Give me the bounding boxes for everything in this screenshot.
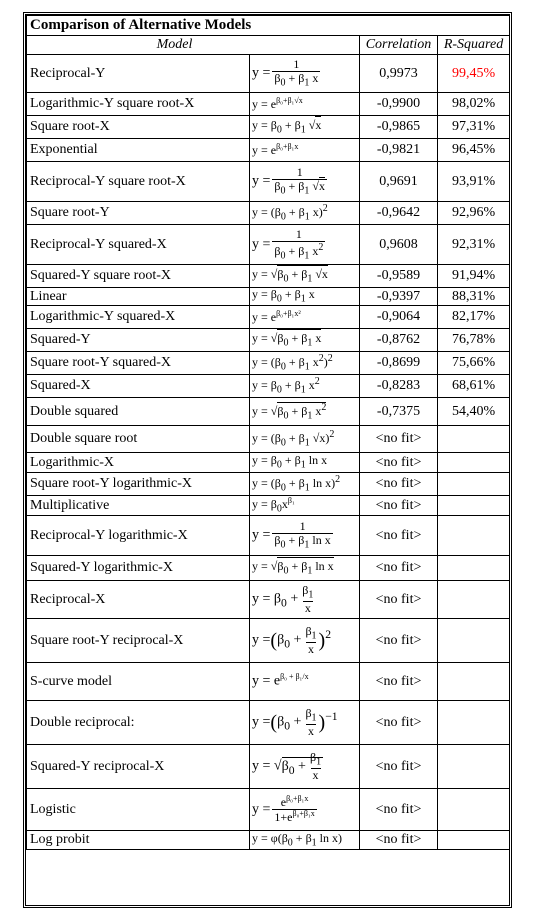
table-row — [27, 663, 510, 701]
table-row — [27, 453, 510, 473]
correlation-value: <no fit> — [360, 581, 438, 619]
r-squared-header: R-Squared — [438, 36, 510, 55]
correlation-value: <no fit> — [360, 496, 438, 516]
models-table-frame — [23, 12, 512, 908]
model-name: Double reciprocal: — [27, 701, 250, 745]
model-formula: $y = e^{\beta_0+\beta_1x}$ — [250, 139, 360, 162]
table-row — [27, 116, 510, 139]
model-name: Logistic — [27, 789, 250, 831]
correlation-value: <no fit> — [360, 663, 438, 701]
r-squared-value — [438, 496, 510, 516]
table-row — [27, 93, 510, 116]
r-squared-value — [438, 701, 510, 745]
table-row — [27, 496, 510, 516]
correlation-value: -0,9821 — [360, 139, 438, 162]
correlation-value: -0,8699 — [360, 352, 438, 375]
model-name: Square root-Y squared-X — [27, 352, 250, 375]
model-formula: $y = e^{\beta_0+\beta_1√x}$ — [250, 93, 360, 116]
correlation-value: <no fit> — [360, 745, 438, 789]
model-formula: $y = (\beta_0 + \beta_1$ $x^2)^2$ — [250, 352, 360, 375]
model-name: Square root-Y reciprocal-X — [27, 619, 250, 663]
correlation-value: 0,9973 — [360, 55, 438, 93]
model-formula: $y = (\beta_0 + \beta_1$ ln x)$^2$ — [250, 473, 360, 496]
correlation-value: -0,9397 — [360, 288, 438, 306]
correlation-value: -0,9865 — [360, 116, 438, 139]
r-squared-value — [438, 453, 510, 473]
r-squared-value: 82,17% — [438, 306, 510, 329]
table-row — [27, 556, 510, 581]
model-name: S-curve model — [27, 663, 250, 701]
r-squared-value: 99,45% — [438, 55, 510, 93]
r-squared-value — [438, 619, 510, 663]
correlation-value: <no fit> — [360, 556, 438, 581]
correlation-header: Correlation — [360, 36, 438, 55]
model-name: Multiplicative — [27, 496, 250, 516]
model-formula: $y = \beta_0$ + $\frac{\beta_1}{x}$ — [250, 581, 360, 619]
model-formula: $y =(\beta_0$ + $\frac{\beta_1}{x}$ )$^{-1}$ — [250, 701, 360, 745]
table-row — [27, 581, 510, 619]
table-row — [27, 831, 510, 850]
table-row — [27, 202, 510, 225]
model-formula: y = $\frac{1}{\beta_0 + \beta_1 √x}$ — [250, 162, 360, 202]
model-formula: $y = \varphi(\beta_0 + \beta_1$ ln x) — [250, 831, 360, 850]
table-row — [27, 619, 510, 663]
model-name: Squared-X — [27, 375, 250, 398]
r-squared-value — [438, 556, 510, 581]
model-name: Reciprocal-Y — [27, 55, 250, 93]
model-formula: $y = √\beta_0 + \beta_1$ √x — [250, 265, 360, 288]
r-squared-value — [438, 581, 510, 619]
model-name: Square root-Y logarithmic-X — [27, 473, 250, 496]
table-row — [27, 55, 510, 93]
model-name: Logarithmic-Y squared-X — [27, 306, 250, 329]
model-name: Squared-Y square root-X — [27, 265, 250, 288]
table-row — [27, 745, 510, 789]
table-row — [27, 701, 510, 745]
model-formula: y = $\frac{1}{\beta_0 + \beta_1 x^2}$ — [250, 225, 360, 265]
model-name: Logarithmic-X — [27, 453, 250, 473]
model-formula: y = $\frac{e^{\beta_0+\beta_1x}}{1+e^{\beta_0+\beta_1x}}$ — [250, 789, 360, 831]
r-squared-value — [438, 663, 510, 701]
model-formula: $y = (\beta_0 + \beta_1$ x)$^2$ — [250, 202, 360, 225]
model-formula: $y = \beta_0 + \beta_1$ $x^2$ — [250, 375, 360, 398]
correlation-value: <no fit> — [360, 701, 438, 745]
correlation-value: <no fit> — [360, 426, 438, 453]
r-squared-value — [438, 745, 510, 789]
model-name: Linear — [27, 288, 250, 306]
table-row — [27, 789, 510, 831]
model-name: Squared-Y — [27, 329, 250, 352]
correlation-value: <no fit> — [360, 619, 438, 663]
correlation-value: -0,8762 — [360, 329, 438, 352]
table-row — [27, 139, 510, 162]
header-row — [27, 36, 510, 55]
correlation-value: <no fit> — [360, 516, 438, 556]
correlation-value: -0,9900 — [360, 93, 438, 116]
model-name: Reciprocal-X — [27, 581, 250, 619]
correlation-value: -0,9064 — [360, 306, 438, 329]
correlation-value: -0,9642 — [360, 202, 438, 225]
model-name: Reciprocal-Y square root-X — [27, 162, 250, 202]
model-formula: $y = e^{\beta_0+\beta_1x^2}$ — [250, 306, 360, 329]
r-squared-value: 76,78% — [438, 329, 510, 352]
model-formula: $y = (\beta_0 + \beta_1$ √x)$^2$ — [250, 426, 360, 453]
model-formula: y = $\frac{1}{\beta_0 + \beta_1 x}$ — [250, 55, 360, 93]
r-squared-value — [438, 789, 510, 831]
correlation-value: 0,9691 — [360, 162, 438, 202]
model-formula: $y = \beta_0 + \beta_1$ √x — [250, 116, 360, 139]
model-name: Square root-Y — [27, 202, 250, 225]
model-formula: $y = e^{\beta_0 + \beta_1/x}$ — [250, 663, 360, 701]
model-formula: $y =(\beta_0$ + $\frac{\beta_1}{x}$ )$^2$ — [250, 619, 360, 663]
r-squared-value: 96,45% — [438, 139, 510, 162]
table-row — [27, 306, 510, 329]
model-formula: y = $\frac{1}{\beta_0 + \beta_1 \ln x}$ — [250, 516, 360, 556]
correlation-value: -0,8283 — [360, 375, 438, 398]
r-squared-value — [438, 473, 510, 496]
r-squared-value: 75,66% — [438, 352, 510, 375]
r-squared-value — [438, 426, 510, 453]
r-squared-value: 91,94% — [438, 265, 510, 288]
table-row — [27, 352, 510, 375]
r-squared-value: 88,31% — [438, 288, 510, 306]
model-name: Logarithmic-Y square root-X — [27, 93, 250, 116]
table-row — [27, 375, 510, 398]
correlation-value: -0,7375 — [360, 398, 438, 426]
table-row — [27, 225, 510, 265]
r-squared-value: 92,31% — [438, 225, 510, 265]
r-squared-value — [438, 831, 510, 850]
model-name: Double squared — [27, 398, 250, 426]
model-formula: $y = √\beta_0 + \beta_1$ ln x — [250, 556, 360, 581]
table-row — [27, 398, 510, 426]
model-formula: $y = √\beta_0 + \beta_1$ x — [250, 329, 360, 352]
r-squared-value: 92,96% — [438, 202, 510, 225]
table-row — [27, 162, 510, 202]
model-name: Squared-Y logarithmic-X — [27, 556, 250, 581]
table-row — [27, 288, 510, 306]
correlation-value: 0,9608 — [360, 225, 438, 265]
table-title: Comparison of Alternative Models — [27, 16, 510, 36]
model-formula: $y = √\beta_0$ + $\frac{\beta_1}{x}$ — [250, 745, 360, 789]
table-row — [27, 516, 510, 556]
correlation-value: <no fit> — [360, 473, 438, 496]
r-squared-value: 68,61% — [438, 375, 510, 398]
r-squared-value: 93,91% — [438, 162, 510, 202]
title-row — [27, 16, 510, 36]
r-squared-value: 54,40% — [438, 398, 510, 426]
model-name: Exponential — [27, 139, 250, 162]
model-formula: $y = √\beta_0 + \beta_1$ $x^2$ — [250, 398, 360, 426]
table-row — [27, 473, 510, 496]
correlation-value: <no fit> — [360, 789, 438, 831]
table-row — [27, 329, 510, 352]
model-formula: $y = \beta_0 + \beta_1$ ln x — [250, 453, 360, 473]
r-squared-value: 98,02% — [438, 93, 510, 116]
table-row — [27, 426, 510, 453]
r-squared-value — [438, 516, 510, 556]
table-row — [27, 265, 510, 288]
model-formula: $y = \beta_0 + \beta_1$ x — [250, 288, 360, 306]
model-name: Log probit — [27, 831, 250, 850]
r-squared-value: 97,31% — [438, 116, 510, 139]
model-name: Square root-X — [27, 116, 250, 139]
correlation-value: <no fit> — [360, 453, 438, 473]
models-table — [26, 15, 510, 850]
correlation-value: -0,9589 — [360, 265, 438, 288]
model-formula: $y = \beta_0x^{\beta_1}$ — [250, 496, 360, 516]
model-name: Reciprocal-Y logarithmic-X — [27, 516, 250, 556]
model-name: Squared-Y reciprocal-X — [27, 745, 250, 789]
model-header: Model — [27, 36, 360, 55]
model-name: Double square root — [27, 426, 250, 453]
correlation-value: <no fit> — [360, 831, 438, 850]
model-name: Reciprocal-Y squared-X — [27, 225, 250, 265]
